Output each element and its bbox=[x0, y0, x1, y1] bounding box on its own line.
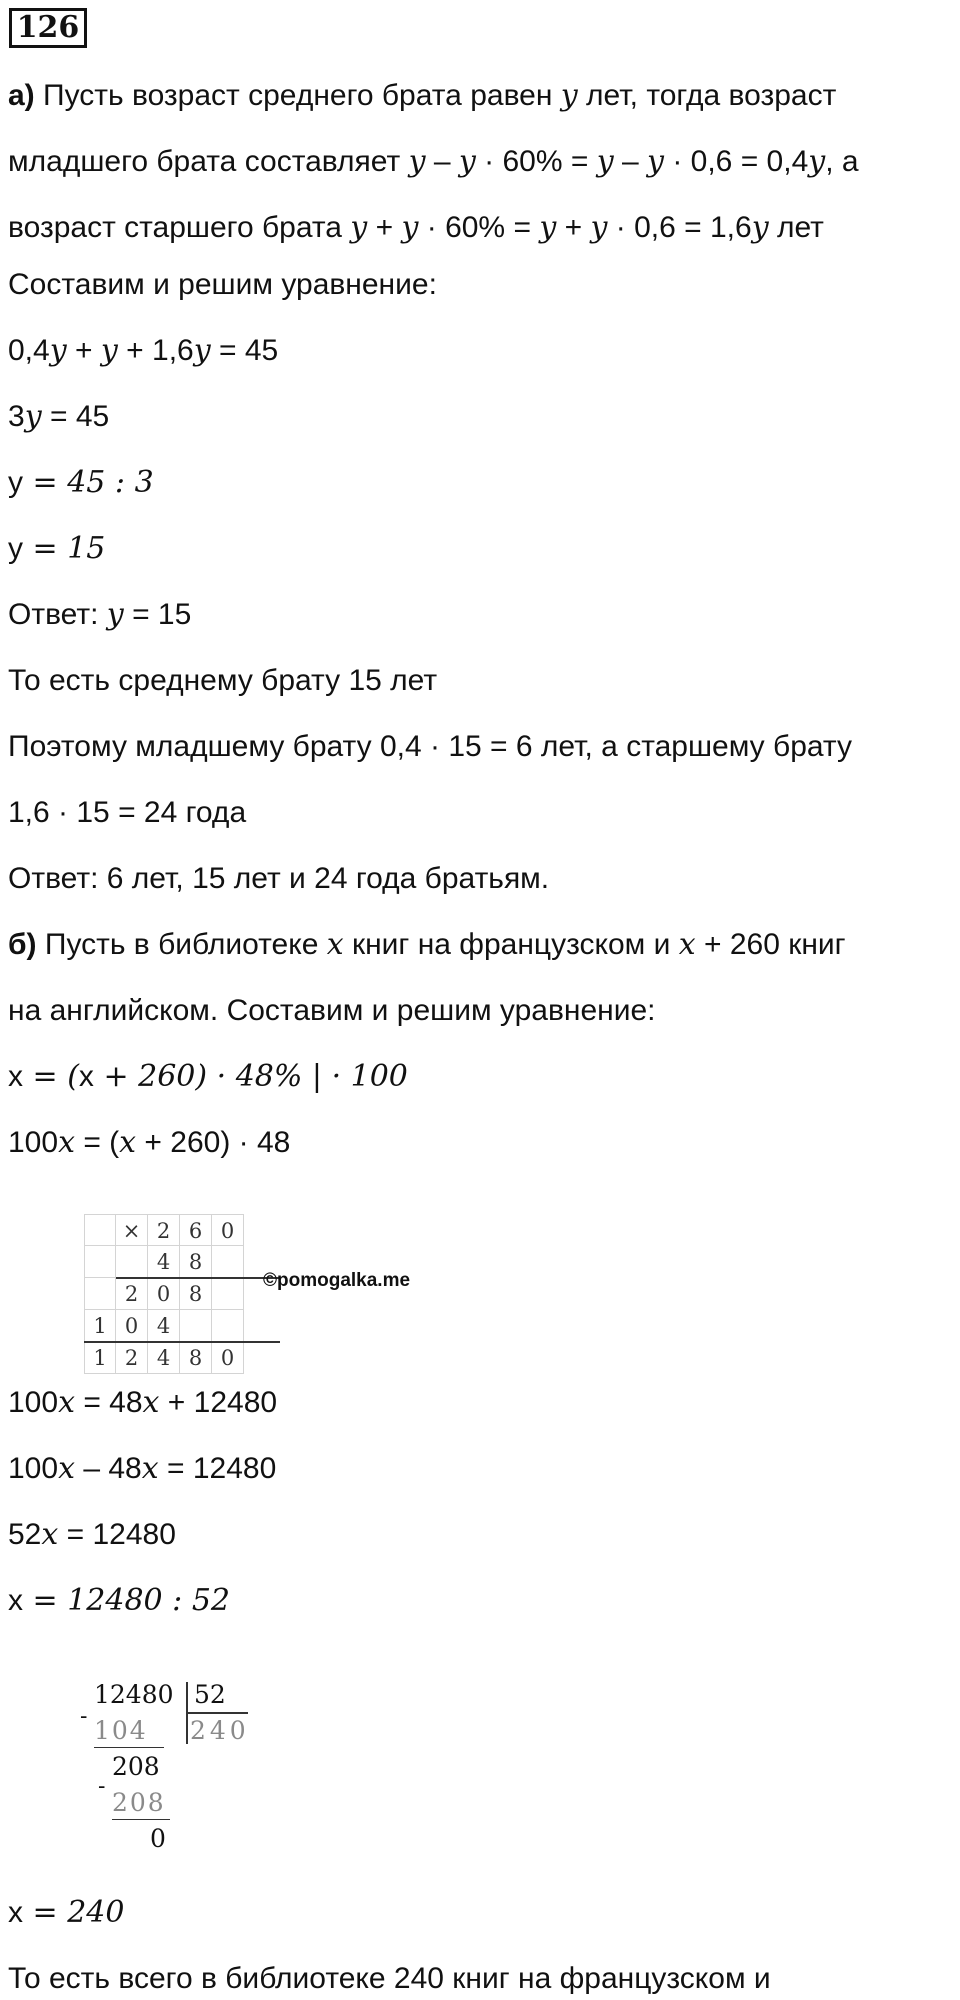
math-variable: x bbox=[326, 927, 344, 962]
division-dividend: 12480 bbox=[94, 1680, 174, 1709]
math-variable: = 240 bbox=[23, 1895, 125, 1930]
part-a-equation-2 bbox=[8, 399, 109, 435]
math-text: 100 bbox=[8, 1126, 59, 1159]
math-text: 3 bbox=[8, 400, 25, 433]
part-a-equation-1 bbox=[8, 333, 278, 369]
grid-cell: 0 bbox=[212, 1214, 244, 1246]
grid-cell: 4 bbox=[148, 1246, 180, 1278]
part-a-line-3 bbox=[8, 210, 824, 246]
grid-cell: 4 bbox=[148, 1342, 180, 1374]
grid-cell bbox=[180, 1310, 212, 1342]
part-a-equation-4 bbox=[8, 531, 105, 567]
part-b-line-1 bbox=[8, 927, 846, 963]
math-text: + bbox=[66, 334, 101, 367]
part-a-answer-2: Ответ: 6 лет, 15 лет и 24 года братьям. bbox=[8, 862, 550, 895]
math-variable: = 12480 : 52 bbox=[23, 1583, 230, 1618]
math-variable: y bbox=[408, 144, 426, 179]
math-variable: y bbox=[49, 333, 67, 368]
math-variable: x bbox=[678, 927, 696, 962]
math-text: · 0,6 = 1,6 bbox=[607, 211, 752, 244]
math-variable: x bbox=[119, 1125, 137, 1160]
division-rule-1 bbox=[94, 1747, 164, 1748]
grid-cell: 0 bbox=[116, 1310, 148, 1342]
math-text: + bbox=[556, 211, 591, 244]
grid-cell bbox=[212, 1278, 244, 1310]
math-variable: y bbox=[560, 78, 578, 113]
math-text: лет bbox=[768, 211, 824, 244]
math-variable: y bbox=[751, 210, 769, 245]
grid-cell bbox=[84, 1246, 116, 1278]
math-text: Ответ: bbox=[8, 598, 107, 631]
multiplication-rule-2 bbox=[84, 1341, 280, 1343]
math-text: 100 bbox=[8, 1452, 59, 1485]
math-text: y bbox=[8, 532, 23, 565]
grid-cell bbox=[116, 1246, 148, 1278]
division-remainder-2: 0 bbox=[150, 1824, 166, 1853]
math-text: 0,4 bbox=[8, 334, 50, 367]
math-text: 52 bbox=[8, 1518, 42, 1551]
math-text: y bbox=[8, 466, 23, 499]
part-a-text-1: То есть среднему брату 15 лет bbox=[8, 664, 438, 697]
grid-cell: 2 bbox=[148, 1214, 180, 1246]
math-variable: x bbox=[58, 1385, 75, 1420]
math-variable: y bbox=[808, 144, 826, 179]
math-text: · 60% = bbox=[475, 145, 597, 178]
math-text: = 12480 bbox=[158, 1452, 277, 1485]
math-text: + 12480 bbox=[159, 1386, 278, 1419]
math-variable: = 45 : 3 bbox=[23, 465, 154, 500]
math-text: – bbox=[613, 145, 648, 178]
grid-cell: 8 bbox=[180, 1278, 212, 1310]
math-text: возраст старшего брата bbox=[8, 211, 351, 244]
part-a-line-1-content bbox=[43, 79, 836, 112]
grid-cell: 8 bbox=[180, 1246, 212, 1278]
math-variable: = 15 bbox=[23, 531, 106, 566]
math-text: · 0,6 = 0,4 bbox=[664, 145, 809, 178]
part-b-equation-4 bbox=[8, 1451, 276, 1487]
math-text: 100 bbox=[8, 1386, 59, 1419]
multiplication-rule-1 bbox=[116, 1277, 280, 1279]
math-text: = 45 bbox=[41, 400, 110, 433]
math-text: = 48 bbox=[74, 1386, 143, 1419]
math-variable: y bbox=[100, 333, 118, 368]
grid-cell: 0 bbox=[148, 1278, 180, 1310]
grid-cell: 1 bbox=[84, 1342, 116, 1374]
part-b-equation-2 bbox=[8, 1125, 290, 1161]
watermark: ©pomogalka.me bbox=[263, 1270, 411, 1291]
math-text: x bbox=[8, 1060, 23, 1093]
math-variable: y bbox=[24, 399, 42, 434]
math-variable: x bbox=[141, 1451, 159, 1486]
part-b-line-2: на английском. Составим и решим уравнение: bbox=[8, 994, 656, 1027]
part-b-equation-6 bbox=[8, 1583, 230, 1619]
math-variable: y bbox=[350, 210, 368, 245]
math-text: лет, тогда возраст bbox=[577, 79, 837, 112]
grid-cell: 1 bbox=[84, 1310, 116, 1342]
math-text: · 60% = bbox=[418, 211, 540, 244]
part-b-equation-7 bbox=[8, 1895, 124, 1931]
grid-cell bbox=[212, 1310, 244, 1342]
part-a-text-3: 1,6 · 15 = 24 года bbox=[8, 796, 247, 829]
grid-cell bbox=[84, 1214, 116, 1246]
math-variable: = ( bbox=[23, 1059, 79, 1094]
math-text: + bbox=[367, 211, 402, 244]
grid-cell: 0 bbox=[212, 1342, 244, 1374]
math-text: = 15 bbox=[123, 598, 192, 631]
grid-cell bbox=[84, 1278, 116, 1310]
math-text: книг на французском и bbox=[343, 928, 679, 961]
math-variable: y bbox=[539, 210, 557, 245]
math-text: = 12480 bbox=[58, 1518, 176, 1551]
part-b-line-1-content bbox=[45, 928, 846, 961]
grid-cell: 2 bbox=[116, 1342, 148, 1374]
math-text: x bbox=[8, 1896, 23, 1929]
math-variable: x bbox=[58, 1125, 75, 1160]
part-b-text-last: То есть всего в библиотеке 240 книг на французском и bbox=[8, 1962, 771, 1995]
part-a-line-1 bbox=[8, 78, 836, 114]
division-quotient: 240 bbox=[190, 1716, 250, 1745]
part-a-marker: а) bbox=[8, 79, 35, 112]
grid-cell: 6 bbox=[180, 1214, 212, 1246]
math-text: , а bbox=[825, 145, 859, 178]
grid-cell: 4 bbox=[148, 1310, 180, 1342]
math-variable: y bbox=[458, 144, 476, 179]
math-variable: y bbox=[596, 144, 614, 179]
math-text: + 260) · 48 bbox=[136, 1126, 291, 1159]
division-rule-2 bbox=[112, 1819, 170, 1820]
division-divisor-underline bbox=[186, 1712, 248, 1714]
grid-cell: 2 bbox=[116, 1278, 148, 1310]
part-a-line-2 bbox=[8, 144, 859, 180]
math-variable: y bbox=[193, 333, 211, 368]
part-b-equation-1 bbox=[8, 1059, 408, 1095]
grid-cell bbox=[212, 1246, 244, 1278]
grid-cell: 8 bbox=[180, 1342, 212, 1374]
math-text: = ( bbox=[74, 1126, 120, 1159]
part-a-line-4: Составим и решим уравнение: bbox=[8, 268, 437, 301]
math-variable: y bbox=[106, 597, 124, 632]
multiply-sign: × bbox=[116, 1214, 148, 1246]
math-text: + 1,6 bbox=[117, 334, 194, 367]
division-subtrahend-2: 208 bbox=[112, 1788, 166, 1817]
part-b-marker: б) bbox=[8, 928, 37, 961]
math-variable: x bbox=[142, 1385, 160, 1420]
math-variable: y bbox=[590, 210, 608, 245]
math-text: Пусть возраст среднего брата равен bbox=[43, 79, 561, 112]
part-b-equation-5 bbox=[8, 1517, 176, 1553]
math-text: Пусть в библиотеке bbox=[44, 928, 327, 961]
math-variable: x bbox=[41, 1517, 59, 1552]
part-a-answer-1 bbox=[8, 597, 191, 633]
division-minus-1: - bbox=[80, 1704, 88, 1729]
math-variable: y bbox=[401, 210, 419, 245]
division-divisor: 52 bbox=[194, 1680, 226, 1709]
math-variable: + 260) · 48% | · 100 bbox=[93, 1059, 408, 1094]
math-text: младшего брата составляет bbox=[8, 145, 409, 178]
part-a-text-2: Поэтому младшему брату 0,4 · 15 = 6 лет, а старшему брату bbox=[8, 730, 852, 763]
math-variable: y bbox=[647, 144, 664, 179]
math-text: x bbox=[8, 1584, 23, 1617]
part-a-equation-3 bbox=[8, 465, 154, 501]
math-text: – bbox=[425, 145, 459, 178]
division-remainder-1: 208 bbox=[112, 1752, 160, 1781]
math-text: + 260 книг bbox=[695, 928, 846, 961]
math-text: = 45 bbox=[210, 334, 279, 367]
division-subtrahend-1: 104 bbox=[94, 1716, 148, 1745]
problem-number: 126 bbox=[9, 8, 87, 48]
math-variable: x bbox=[58, 1451, 75, 1486]
math-text: x bbox=[78, 1060, 94, 1093]
math-text: – 48 bbox=[74, 1452, 142, 1485]
part-b-equation-3 bbox=[8, 1385, 277, 1421]
division-minus-2: - bbox=[98, 1774, 106, 1799]
